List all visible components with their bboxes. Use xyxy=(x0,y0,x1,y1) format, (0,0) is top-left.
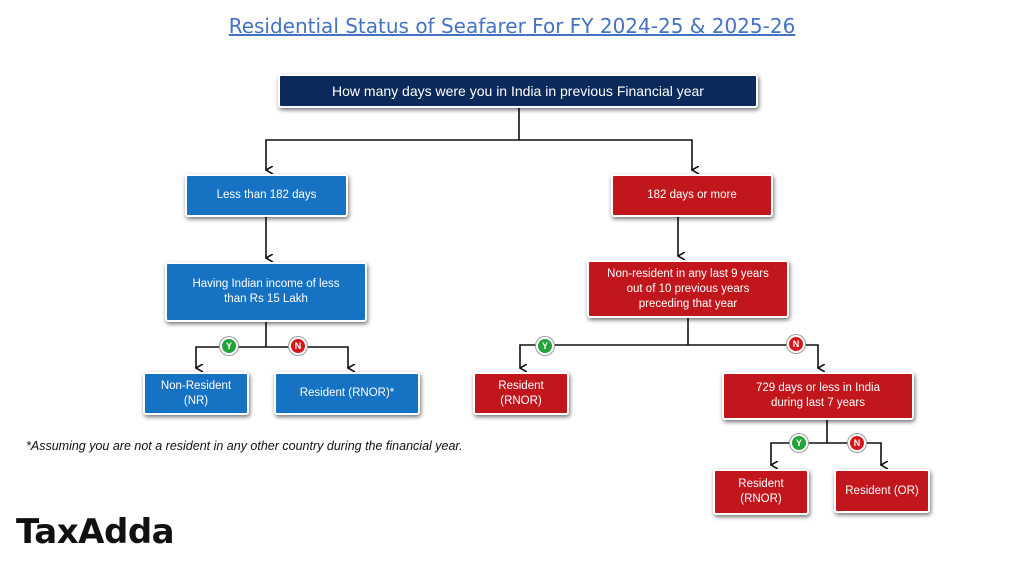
root-question-box: How many days were you in India in previous Financial year xyxy=(278,74,758,108)
taxadda-logo: TaxAdda xyxy=(16,512,175,552)
no-badge: N xyxy=(787,335,805,353)
non-resident-9-of-10-box: Non-resident in any last 9 years out of 10 previous years preceding that year xyxy=(587,260,789,318)
indian-income-box: Having Indian income of less than Rs 15 Lakh xyxy=(165,262,367,322)
resident-or-box: Resident (OR) xyxy=(834,469,930,513)
yes-badge: Y xyxy=(790,434,808,452)
729-days-box: 729 days or less in India during last 7 years xyxy=(722,372,914,420)
resident-rnor-box: Resident (RNOR) xyxy=(473,372,569,415)
resident-rnor-box: Resident (RNOR) xyxy=(713,469,809,515)
footnote: *Assuming you are not a resident in any other country during the financial year. xyxy=(26,439,463,453)
resident-rnor-asterisk-box: Resident (RNOR)* xyxy=(274,372,420,415)
non-resident-nr-box: Non-Resident (NR) xyxy=(143,372,249,415)
182-days-or-more-box: 182 days or more xyxy=(611,174,773,217)
no-badge: N xyxy=(289,337,307,355)
less-than-182-days-box: Less than 182 days xyxy=(185,174,348,217)
page-title: Residential Status of Seafarer For FY 2024-25 & 2025-26 xyxy=(228,14,796,38)
no-badge: N xyxy=(848,434,866,452)
yes-badge: Y xyxy=(220,337,238,355)
yes-badge: Y xyxy=(536,337,554,355)
